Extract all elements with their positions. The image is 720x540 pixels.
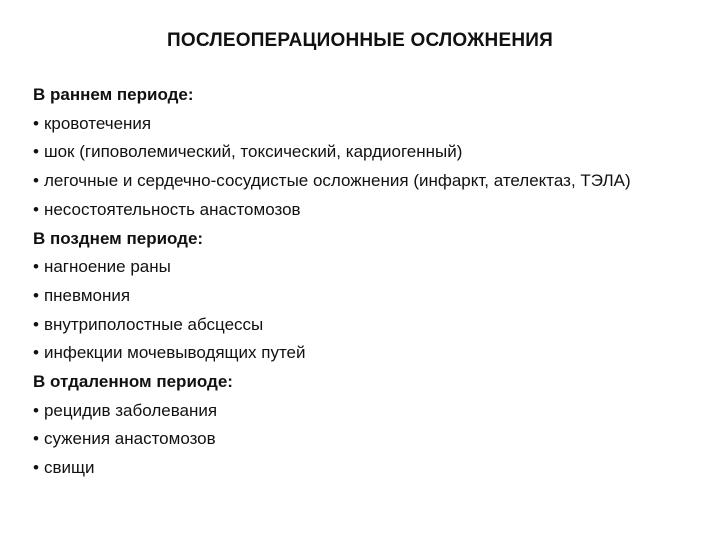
bullet-icon: • bbox=[33, 429, 39, 449]
list-item bbox=[33, 425, 713, 454]
section-heading-remote: В отдаленном периоде: bbox=[33, 372, 233, 392]
list-item bbox=[33, 167, 713, 196]
bullet-icon: • bbox=[33, 171, 39, 191]
list-item-text: рецидив заболевания bbox=[43, 400, 218, 420]
list-item-text: кровотечения bbox=[43, 113, 152, 133]
bullet-icon: • bbox=[33, 199, 39, 219]
list-item bbox=[33, 110, 713, 139]
bullet-icon: • bbox=[33, 458, 39, 478]
bullet-icon: • bbox=[33, 113, 39, 133]
list-item-text: шок (гиповолемический, токсический, кардиогенный) bbox=[43, 142, 463, 162]
slide-title: ПОСЛЕОПЕРАЦИОННЫЕ ОСЛОЖНЕНИЯ bbox=[167, 30, 553, 51]
list-item bbox=[33, 339, 713, 368]
list-item bbox=[33, 282, 713, 311]
bullet-icon: • bbox=[33, 400, 39, 420]
list-item bbox=[33, 253, 713, 282]
list-item-text: нагноение раны bbox=[43, 257, 171, 277]
bullet-icon: • bbox=[33, 257, 39, 277]
content-body bbox=[33, 81, 713, 483]
list-item bbox=[33, 454, 713, 483]
bullet-icon: • bbox=[33, 142, 39, 162]
list-item bbox=[33, 138, 713, 167]
bullet-icon: • bbox=[33, 343, 39, 363]
list-item-text: внутриполостные абсцессы bbox=[43, 314, 264, 334]
list-item-text: свищи bbox=[43, 458, 95, 478]
bullet-icon: • bbox=[33, 285, 39, 305]
list-item-text: легочные и сердечно-сосудистые осложнения (инфаркт, ателектаз, ТЭЛА) bbox=[43, 171, 631, 191]
bullet-icon: • bbox=[33, 314, 39, 334]
list-item-text: несостоятельность анастомозов bbox=[43, 199, 301, 219]
list-item-text: инфекции мочевыводящих путей bbox=[43, 343, 306, 363]
list-item bbox=[33, 196, 713, 225]
list-item bbox=[33, 311, 713, 340]
section-heading-late: В позднем периоде: bbox=[33, 228, 204, 248]
list-item bbox=[33, 397, 713, 426]
list-item-text: пневмония bbox=[43, 285, 131, 305]
list-item-text: сужения анастомозов bbox=[43, 429, 216, 449]
section-heading-early: В раннем периоде: bbox=[33, 85, 194, 104]
